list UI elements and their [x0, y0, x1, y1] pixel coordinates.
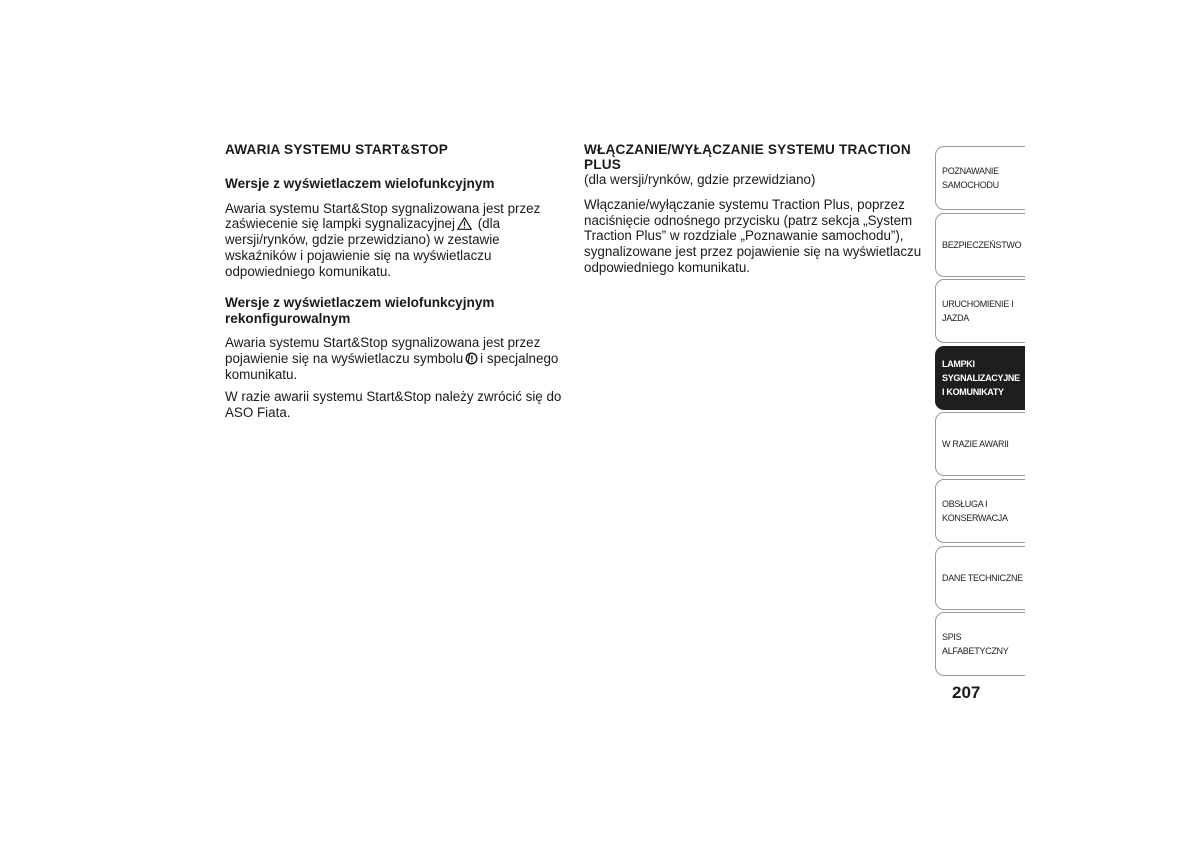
- tab-label: LAMPKI SYGNALIZACYJNE I KOMUNIKATY: [942, 358, 1020, 397]
- tab-lampki-sygnalizacyjne[interactable]: [935, 346, 1025, 410]
- chapter-tabs: [935, 146, 1025, 679]
- tab-label: BEZPIECZEŃSTWO: [942, 239, 1022, 250]
- tab-label: SPIS ALFABETYCZNY: [942, 632, 1009, 657]
- section-title-start-stop-failure: AWARIA SYSTEMU START&STOP: [225, 142, 449, 157]
- subsection-title-multifunction: Wersje z wyświetlaczem wielofunkcyjnym: [225, 176, 495, 191]
- tab-uruchomienie-i-jazda[interactable]: [935, 279, 1025, 343]
- subsection-title-reconfigurable: Wersje z wyświetlaczem wielofunkcyjnym rekonfigurowalnym: [225, 295, 495, 326]
- note-versions: (dla wersji/rynków, gdzie przewidziano): [584, 172, 816, 187]
- paragraph-traction-plus: Włączanie/wyłączanie systemu Traction Plus, poprzez naciśnięcie odnośnego przycisku (patrz sekcja „System Traction Plus” w rozdziale „Poznawanie samochodu”), sygnalizowane jest przez pojawienie się na wyświetlaczu odpowiedniego komunikatu.: [584, 196, 922, 275]
- left-column: [225, 142, 565, 420]
- paragraph-multifunction: [225, 201, 565, 280]
- section-title-traction-plus: WŁĄCZANIE/WYŁĄCZANIE SYSTEMU TRACTION PLUS: [584, 142, 911, 172]
- paragraph-text: Awaria systemu Start&Stop sygnalizowana jest przez pojawienie się na wyświetlaczu symbolu: [225, 335, 541, 367]
- tab-w-razie-awarii[interactable]: [935, 412, 1025, 476]
- paragraph-text: i specjalnego komunikatu.: [225, 351, 559, 383]
- tab-poznawanie-samochodu[interactable]: [935, 146, 1025, 210]
- page-number: 207: [952, 683, 981, 702]
- paragraph-service: W razie awarii systemu Start&Stop należy zwrócić się do ASO Fiata.: [225, 388, 562, 420]
- tab-obsluga-i-konserwacja[interactable]: [935, 479, 1025, 543]
- paragraph-text: Awaria systemu Start&Stop sygnalizowana jest przez zaświecenie się lampki sygnalizacyjnej: [225, 200, 541, 232]
- tab-bezpieczenstwo[interactable]: [935, 213, 1025, 277]
- tab-label: POZNAWANIE SAMOCHODU: [942, 166, 999, 190]
- tab-label: URUCHOMIENIE I JAZDA: [942, 299, 1014, 324]
- tab-label: OBSŁUGA I KONSERWACJA: [942, 498, 1008, 523]
- start-stop-failure-icon: [465, 352, 478, 365]
- warning-triangle-icon: [457, 217, 472, 230]
- tab-label: W RAZIE AWARII: [942, 439, 1009, 450]
- right-column: [584, 142, 929, 276]
- tab-dane-techniczne[interactable]: [935, 546, 1025, 610]
- paragraph-reconfigurable: [225, 335, 565, 382]
- tab-spis-alfabetyczny[interactable]: [935, 612, 1025, 676]
- paragraph-text: (dla wersji/rynków, gdzie przewidziano) w zestawie wskaźników i pojawienie się na wyświetlaczu odpowiedniego komunikatu.: [225, 216, 501, 279]
- tab-label: DANE TECHNICZNE: [942, 572, 1023, 583]
